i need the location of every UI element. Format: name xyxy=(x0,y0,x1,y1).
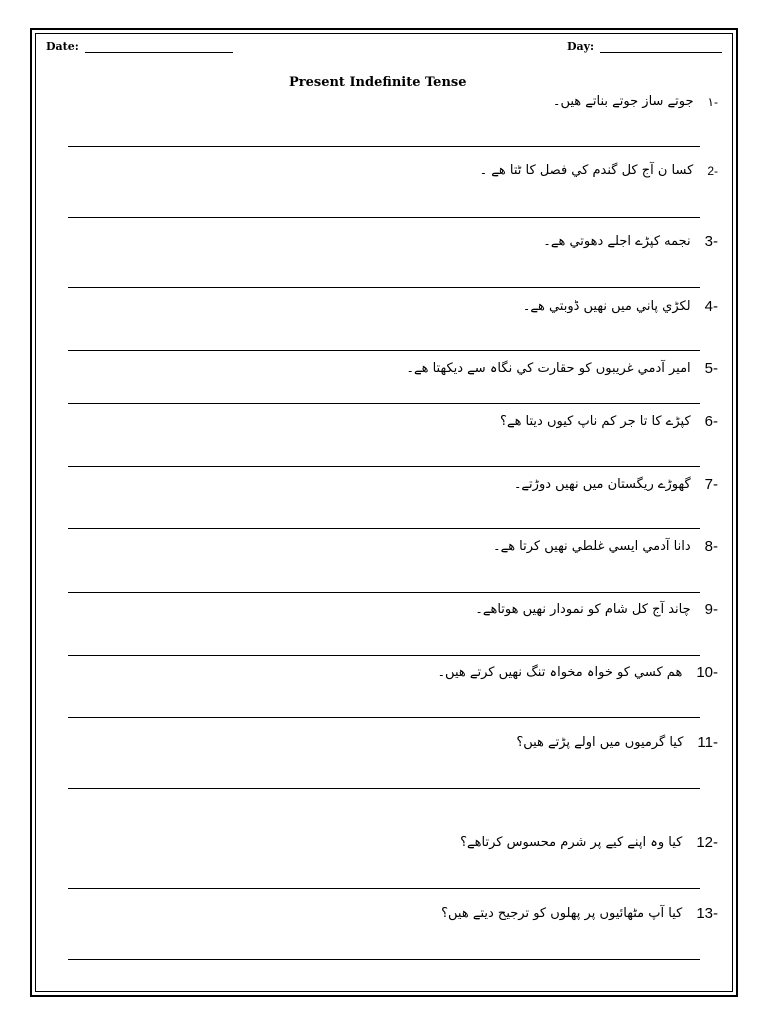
question-12 xyxy=(460,834,718,851)
answer-line-9[interactable] xyxy=(68,655,700,656)
question-number: -13 xyxy=(696,905,718,922)
question-7 xyxy=(514,476,718,493)
answer-line-7[interactable] xyxy=(68,528,700,529)
date-field xyxy=(46,40,233,53)
question-text: امیر آدمي غریبوں کو حقارت کي نگاہ سے دیکھتا ھے۔ xyxy=(406,361,691,376)
question-text: چاند آج کل شام کو نمودار نھیں ھوتاھے۔ xyxy=(475,602,691,617)
day-label: Day: xyxy=(567,40,595,53)
question-text: کسا ن آج کل گندم کي فصل کا ٹتا ھے ۔ xyxy=(479,163,694,178)
question-number: -7 xyxy=(704,476,718,493)
question-number: -2 xyxy=(707,163,718,178)
answer-line-2[interactable] xyxy=(68,217,700,218)
date-label: Date: xyxy=(46,40,79,53)
question-6 xyxy=(500,413,718,430)
answer-line-4[interactable] xyxy=(68,350,700,351)
answer-line-10[interactable] xyxy=(68,717,700,718)
question-text: جوتے ساز جوتے بناتے ھیں۔ xyxy=(552,94,694,109)
answer-line-12[interactable] xyxy=(68,888,700,889)
question-text: نجمه کپڑے اجلے دھوتي ھے۔ xyxy=(543,234,691,249)
question-text: گھوڑے ریگستان میں نھیں دوڑتے۔ xyxy=(513,477,691,492)
question-number: -3 xyxy=(704,233,718,250)
question-number: -11 xyxy=(697,734,718,751)
question-2 xyxy=(480,163,718,178)
question-11 xyxy=(516,734,718,751)
question-text: لکڑي پاني میں نھیں ڈوبتي ھے۔ xyxy=(522,299,691,314)
answer-line-3[interactable] xyxy=(68,287,700,288)
day-blank-line[interactable] xyxy=(600,42,722,53)
question-number: -١ xyxy=(707,94,718,109)
question-3 xyxy=(543,233,718,250)
question-number: -4 xyxy=(704,298,718,315)
question-8 xyxy=(493,538,718,555)
question-number: -8 xyxy=(704,538,718,555)
answer-line-5[interactable] xyxy=(68,403,700,404)
answer-line-1[interactable] xyxy=(68,146,700,147)
question-9 xyxy=(475,601,718,618)
answer-line-6[interactable] xyxy=(68,466,700,467)
question-1 xyxy=(553,94,718,109)
question-10 xyxy=(437,664,718,681)
question-5 xyxy=(406,360,718,377)
question-13 xyxy=(441,905,718,922)
question-number: -12 xyxy=(696,834,718,851)
question-4 xyxy=(523,298,718,315)
answer-line-8[interactable] xyxy=(68,592,700,593)
question-text: کپڑے کا تا جر کم ناپ کیوں دیتا ھے؟ xyxy=(500,414,691,429)
question-text: کیا گرمیوں میں اولے پڑتے ھیں؟ xyxy=(516,735,684,750)
question-text: کیا وہ اپنے کیے پر شرم محسوس کرتاھے؟ xyxy=(460,835,683,850)
date-blank-line[interactable] xyxy=(85,42,233,53)
question-number: -6 xyxy=(704,413,718,430)
answer-line-13[interactable] xyxy=(68,959,700,960)
question-number: -5 xyxy=(704,360,718,377)
day-field xyxy=(567,40,722,53)
worksheet-title: Present Indefinite Tense xyxy=(289,75,467,90)
question-text: دانا آدمي ایسي غلطي نھیں کرتا ھے۔ xyxy=(492,539,691,554)
question-text: ھم کسي کو خواہ مخواہ تنگ نھیں کرتے ھیں۔ xyxy=(437,665,683,680)
question-number: -10 xyxy=(696,664,718,681)
answer-line-11[interactable] xyxy=(68,788,700,789)
question-text: کیا آپ مٹھائیوں پر پھلوں کو ترجیح دیتے ھیں؟ xyxy=(441,906,683,921)
question-number: -9 xyxy=(704,601,718,618)
